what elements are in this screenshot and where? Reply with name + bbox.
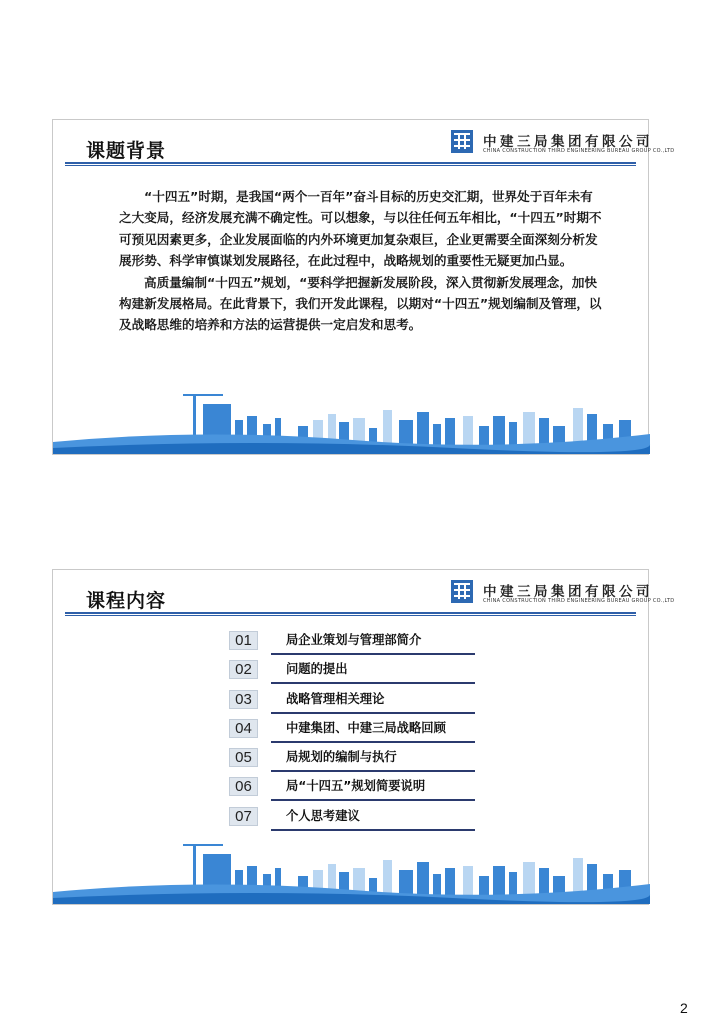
agenda-text: 局规划的编制与执行 [286, 750, 397, 765]
agenda-underline [271, 829, 475, 831]
logo-company-english: CHINA CONSTRUCTION THIRD ENGINEERING BUREAU GROUP CO.,LTD [483, 598, 675, 604]
logo-company-name: 中建三局集团有限公司 [483, 134, 653, 150]
agenda-underline [271, 712, 475, 714]
paragraph: “十四五”时期，是我国“两个一百年”奋斗目标的历史交汇期，世界处于百年未有之大变局，经济发展充满不确定性。可以想象，与以往任何五年相比，“十四五”时期不可预见因素更多，企业发展面临的内外环境更加复杂艰巨，企业更需要全面深刻分析发展形势、科学审慎谋划发展路径，在此过程中，战略规划的重要性无疑更加凸显。 [119, 189, 602, 269]
agenda-text: 问题的提出 [286, 662, 348, 677]
agenda-number: 04 [229, 719, 258, 738]
agenda-item [229, 688, 479, 717]
header-rule [65, 162, 636, 164]
company-logo [451, 580, 675, 606]
company-logo [451, 130, 675, 156]
agenda-underline [271, 799, 475, 801]
agenda-text: 中建集团、中建三局战略回顾 [286, 720, 446, 735]
slide-background [52, 119, 675, 455]
agenda-item [229, 775, 479, 804]
agenda-number: 05 [229, 748, 258, 767]
slide-title: 课程内容 [86, 590, 167, 612]
agenda-text: 局“十四五”规划简要说明 [286, 779, 426, 794]
agenda-number: 02 [229, 660, 258, 679]
agenda-underline [271, 682, 475, 684]
agenda-number: 03 [229, 690, 258, 709]
header-rule [65, 612, 636, 614]
city-skyline-decoration [53, 390, 650, 454]
logo-mark-icon [451, 130, 473, 153]
logo-mark-icon [451, 580, 473, 603]
agenda-underline [271, 770, 475, 772]
logo-company-english: CHINA CONSTRUCTION THIRD ENGINEERING BUREAU GROUP CO.,LTD [483, 148, 675, 154]
agenda-underline [271, 653, 475, 655]
agenda-text: 个人思考建议 [286, 808, 360, 823]
agenda-item [229, 717, 479, 746]
background-text [119, 186, 604, 336]
agenda-item [229, 658, 479, 687]
logo-company-name: 中建三局集团有限公司 [483, 584, 653, 600]
agenda-number: 01 [229, 631, 258, 650]
agenda-item [229, 746, 479, 775]
agenda-list [229, 629, 479, 834]
paragraph: 高质量编制“十四五”规划，“要科学把握新发展阶段，深入贯彻新发展理念，加快构建新发展格局。在此背景下，我们开发此课程，以期对“十四五”规划编制及管理，以及战略思维的培养和方法的运营提供一定启发和思考。 [119, 274, 602, 333]
agenda-number: 06 [229, 777, 258, 796]
agenda-item [229, 805, 479, 834]
slide-title: 课题背景 [86, 140, 167, 162]
agenda-number: 07 [229, 807, 258, 826]
slide-background [52, 569, 675, 905]
agenda-item [229, 629, 479, 658]
city-skyline-decoration [53, 840, 650, 904]
agenda-underline [271, 741, 475, 743]
agenda-text: 战略管理相关理论 [286, 691, 385, 706]
page-number: 2 [680, 1000, 688, 1016]
agenda-text: 局企业策划与管理部简介 [286, 633, 422, 647]
